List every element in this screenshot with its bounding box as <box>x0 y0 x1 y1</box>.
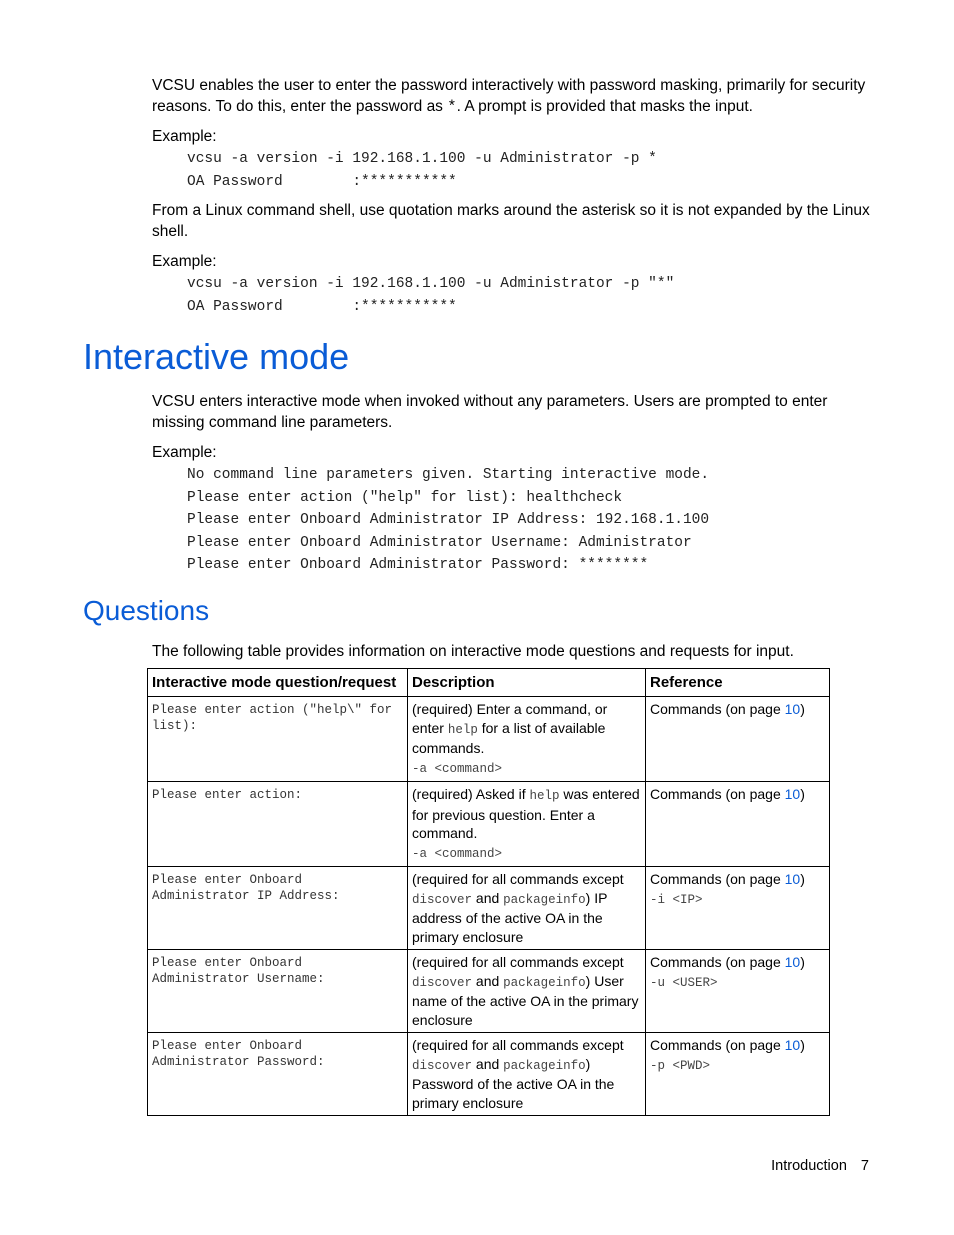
desc-text: (required for all commands except <box>412 1037 624 1053</box>
table-header-row <box>148 669 830 697</box>
ref-text: ) <box>800 1037 805 1053</box>
page-link[interactable]: 10 <box>784 701 801 717</box>
ref-option-code: -i <IP> <box>650 892 703 907</box>
page-link[interactable]: 10 <box>784 954 801 970</box>
table-row <box>148 697 830 782</box>
desc-text: and <box>472 1055 504 1072</box>
page-link[interactable]: 10 <box>784 871 801 887</box>
table-row <box>148 1033 830 1116</box>
question-cell: Please enter action ("help\" for list): <box>148 697 408 782</box>
desc-text: ) IP address of the active OA in the primary enclosure <box>412 889 608 945</box>
questions-table <box>147 668 830 1116</box>
asterisk-code: * <box>447 98 457 116</box>
desc-text: ) User name of the active OA in the primary enclosure <box>412 972 639 1028</box>
code-line: No command line parameters given. Starting interactive mode. <box>187 467 710 483</box>
page-link[interactable]: 10 <box>784 786 801 802</box>
table-row <box>148 950 830 1033</box>
intro-text-end: . A prompt is provided that masks the input. <box>456 98 753 115</box>
description-cell <box>408 1033 646 1116</box>
questions-paragraph: The following table provides information on interactive mode questions and requests for input. <box>152 643 794 660</box>
page-number: 7 <box>860 1158 869 1174</box>
desc-option-code: -a <command> <box>412 761 503 776</box>
question-cell: Please enter action: <box>148 782 408 867</box>
code-example-1 <box>187 148 657 193</box>
ref-text: ) <box>800 954 805 970</box>
question-cell: Please enter Onboard Administrator Password: <box>148 1033 408 1116</box>
example-label-1: Example: <box>152 128 217 145</box>
ref-text: Commands (on page <box>650 786 785 802</box>
column-header-description: Description <box>408 669 646 697</box>
ref-text: Commands (on page <box>650 871 785 887</box>
desc-text: (required) Asked if <box>412 786 530 802</box>
ref-text: ) <box>800 871 805 887</box>
desc-text: and <box>472 889 504 906</box>
section-heading-interactive-mode: Interactive mode <box>83 336 350 377</box>
desc-text: for a list of available commands. <box>412 719 606 756</box>
ref-text: ) <box>800 701 805 717</box>
footer-section: Introduction <box>771 1158 847 1174</box>
page-footer <box>771 1158 869 1174</box>
reference-cell <box>646 782 830 867</box>
code-line: Please enter Onboard Administrator IP Address: 192.168.1.100 <box>187 512 710 528</box>
ref-option-code: -u <USER> <box>650 975 718 990</box>
desc-code: discover <box>412 975 473 990</box>
description-cell <box>408 782 646 867</box>
question-cell: Please enter Onboard Administrator IP Address: <box>148 867 408 950</box>
desc-code: discover <box>412 1058 473 1073</box>
table-row <box>148 782 830 867</box>
description-cell <box>408 867 646 950</box>
desc-text: and <box>472 972 504 989</box>
desc-text: was entered for previous question. Enter a command. <box>412 786 640 841</box>
code-example-3 <box>187 464 709 577</box>
desc-code: help <box>447 722 478 737</box>
reference-cell <box>646 1033 830 1116</box>
desc-option-code: -a <command> <box>412 846 503 861</box>
interactive-paragraph: VCSU enters interactive mode when invoked without any parameters. Users are prompted to enter missing command line parameters. <box>152 393 828 431</box>
question-cell: Please enter Onboard Administrator Username: <box>148 950 408 1033</box>
code-example-2 <box>187 273 674 318</box>
column-header-reference: Reference <box>646 669 830 697</box>
ref-option-code: -p <PWD> <box>650 1058 711 1073</box>
desc-text: ) Password of the active OA in the primary enclosure <box>412 1055 615 1111</box>
description-cell <box>408 950 646 1033</box>
desc-code: packageinfo <box>503 1058 586 1073</box>
column-header-question: Interactive mode question/request <box>148 669 408 697</box>
code-line: Please enter Onboard Administrator Username: Administrator <box>187 534 692 551</box>
ref-text: Commands (on page <box>650 954 785 970</box>
ref-text: Commands (on page <box>650 701 785 717</box>
desc-text: (required for all commands except <box>412 871 624 887</box>
linux-paragraph: From a Linux command shell, use quotation marks around the asterisk so it is not expanded by the Linux shell. <box>152 202 870 240</box>
desc-code: packageinfo <box>503 892 586 907</box>
desc-code: packageinfo <box>503 975 586 990</box>
desc-text: (required) Enter a command, or enter <box>412 701 608 736</box>
intro-paragraph <box>152 75 872 118</box>
example-label-3: Example: <box>152 444 217 461</box>
desc-text: (required for all commands except <box>412 954 624 970</box>
code-line: vcsu -a version -i 192.168.1.100 -u Administrator -p "*" <box>187 276 675 292</box>
reference-cell <box>646 867 830 950</box>
page-link[interactable]: 10 <box>784 1037 801 1053</box>
reference-cell <box>646 697 830 782</box>
section-heading-questions: Questions <box>83 595 210 626</box>
code-line: Please enter action ("help" for list): healthcheck <box>187 489 623 506</box>
table-row <box>148 867 830 950</box>
desc-code: discover <box>412 892 473 907</box>
ref-text: Commands (on page <box>650 1037 785 1053</box>
code-line: OA Password :*********** <box>187 298 457 315</box>
code-line: Please enter Onboard Administrator Password: ******** <box>187 557 649 573</box>
code-line: vcsu -a version -i 192.168.1.100 -u Administrator -p * <box>187 151 657 167</box>
desc-code: help <box>529 789 560 803</box>
description-cell <box>408 697 646 782</box>
code-line: OA Password :*********** <box>187 173 457 190</box>
ref-text: ) <box>800 786 805 802</box>
intro-text: VCSU enables the user to enter the password interactively with password masking, primarily for security reasons. To do this, enter the password as <box>152 77 866 115</box>
reference-cell <box>646 950 830 1033</box>
example-label-2: Example: <box>152 253 217 270</box>
